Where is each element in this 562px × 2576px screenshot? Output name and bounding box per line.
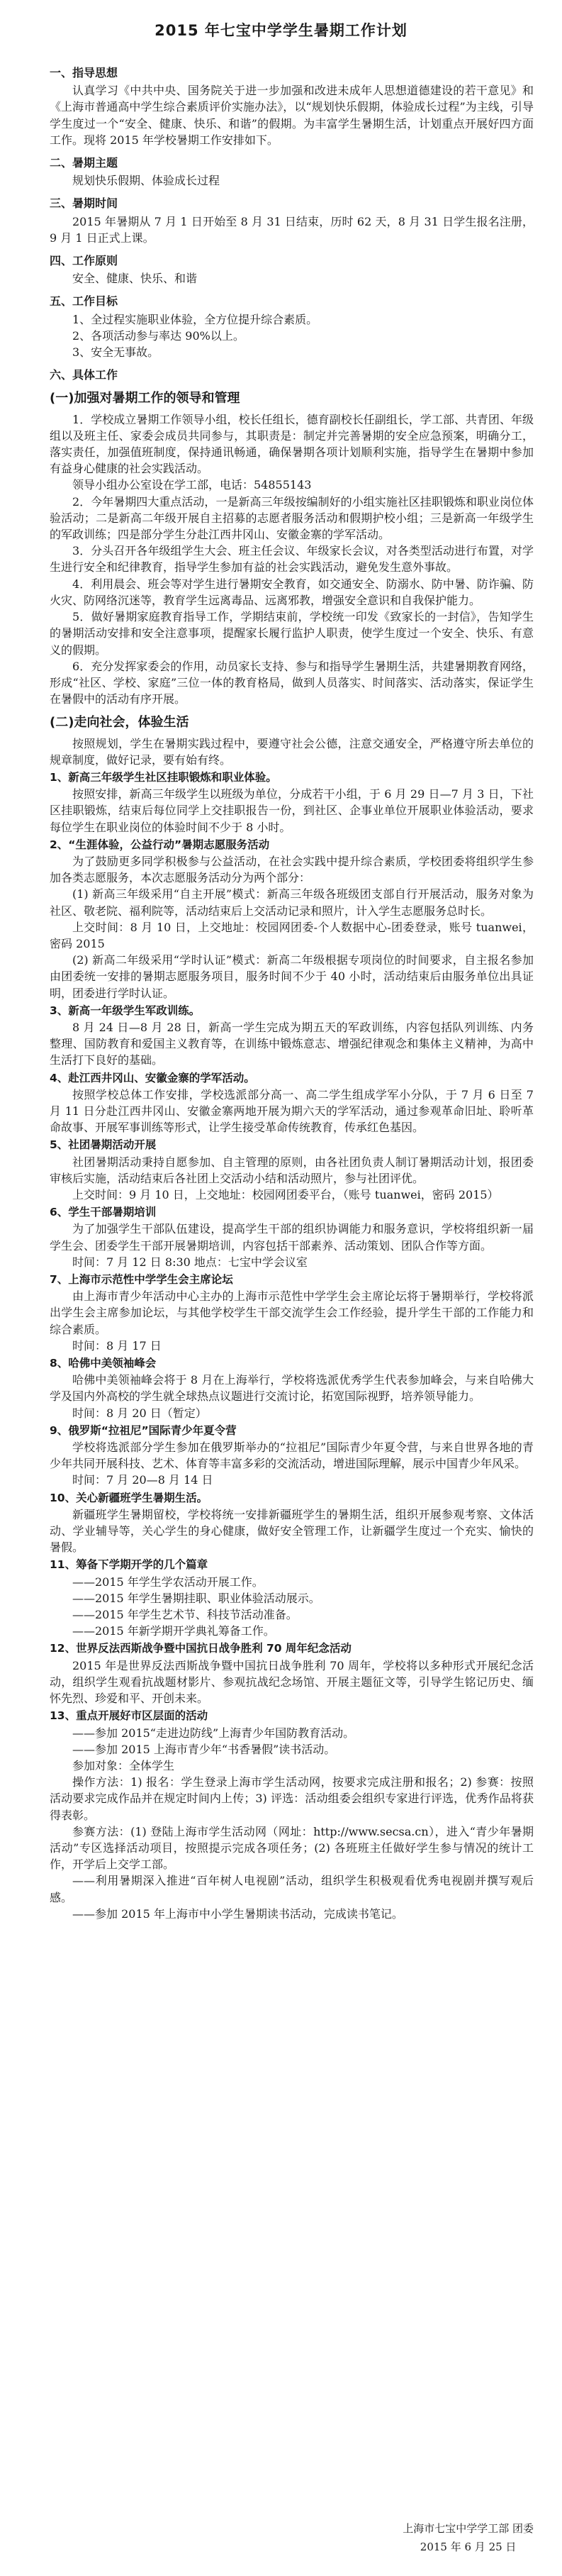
item-heading: 5、社团暑期活动开展 [50,1138,157,1152]
paragraph: 1．学校成立暑期工作领导小组，校长任组长，德育副校长任副组长，学工部、共青团、年级组以及班主任、家委会成员共同参与，其职责是：制定并完善暑期的安全应急预案，明确分工，落实责任，加强值班制度，保持通讯畅通，确保暑期各项计划顺利实施，指导学生在暑期中参加有益身心健康的社会实践活动。 [50,412,534,476]
item-heading: 8、哈佛中美领袖峰会 [50,1357,157,1370]
paragraph: (2) 新高二年级采用“学时认证”模式：新高二年级根据专项岗位的时间要求，自主报名参加由团委统一安排的暑期志愿服务项目，服务时间不少于 40 小时，活动结束后由服务单位出具证明，团委进行学时认证。 [50,953,534,1000]
item-heading: 12、世界反法西斯战争暨中国抗日战争胜利 70 周年纪念活动 [50,1642,352,1655]
section-heading: 五、工作目标 [50,294,118,309]
list-item: ——利用暑期深入推进“百年树人电视剧”活动，组织学生积极观看优秀电视剧并撰写观后感。 [50,1874,534,1904]
document-body [50,58,534,1922]
item-heading: 3、新高一年级学生军政训练。 [50,1004,201,1017]
time-info: 时间：7 月 12 日 8:30 地点：七宝中学会议室 [72,1255,308,1269]
list-item: 3、安全无事故。 [72,345,159,360]
paragraph: 5．做好暑期家庭教育指导工作，学期结束前，学校统一印发《致家长的一封信》，告知学生的暑期活动安排和安全注意事项，提醒家长履行监护人职责，使学生度过一个安全、快乐、有意义的假期。 [50,610,534,657]
list-item: ——2015 年新学期开学典礼筹备工作。 [72,1624,275,1638]
paragraph: 按照学校总体工作安排，学校选派部分高一、高二学生组成学军小分队，于 7 月 6 日至 7 月 11 日分赴江西井冈山、安徽金寨两地开展为期六天的学军活动，通过参观革命旧址、聆听革命故事、开展军事训练等形式，让学生接受革命传统教育，传承红色基因。 [50,1087,534,1135]
time-info: 时间：8 月 20 日（暂定） [72,1406,207,1420]
paragraph: 8 月 24 日—8 月 28 日，新高一学生完成为期五天的军政训练，内容包括队列训练、内务整理、国防教育和爱国主义教育等，在训练中锻炼意志、增强纪律观念和集体主义精神，为高中生活打下良好的基础。 [50,1020,534,1067]
list-item: ——参加 2015 上海市青少年“书香暑假”读书活动。 [72,1742,336,1756]
paragraph: 认真学习《中共中央、国务院关于进一步加强和改进未成年人思想道德建设的若干意见》和《上海市普通高中学生综合素质评价实施办法》，以“规划快乐假期，体验成长过程”为主线，引导学生度过一个“安全、健康、快乐、和谐”的假期。为丰富学生暑期生活，计划重点开展好四方面工作。现将 2015 年学校暑期工作安排如下。 [50,84,534,147]
item-heading: 4、赴江西井冈山、安徽金寨的学军活动。 [50,1071,255,1084]
section-heading: 三、暑期时间 [50,196,118,211]
paragraph: 4．利用晨会、班会等对学生进行暑期安全教育，如交通安全、防溺水、防中暑、防诈骗、防火灾、防网络沉迷等，教育学生远离毒品、远离邪教，增强安全意识和自我保护能力。 [50,577,534,607]
time-info: 时间：8 月 17 日 [72,1338,162,1353]
list-item: 1、全过程实施职业体验，全方位提升综合素质。 [72,312,318,326]
list-item: ——2015 年学生暑期挂职、职业体验活动展示。 [72,1591,320,1605]
paragraph: 2．今年暑期四大重点活动，一是新高三年级按编制好的小组实施社区挂职锻炼和职业岗位体验活动；二是新高二年级开展自主招募的志愿者服务活动和假期护校小组；三是新高一年级学生的军政训练；四是部分学生分赴江西井冈山、安徽金寨的学军活动。 [50,494,534,542]
paragraph: 由上海市青少年活动中心主办的上海市示范性中学学生会主席论坛将于暑期举行，学校将派出学生会主席参加论坛，与其他学校学生干部交流学生会工作经验，提升学生干部的工作能力和综合素质。 [50,1289,534,1336]
signature-date: 2015 年 6 月 25 日 [420,2541,517,2553]
subsection-heading: (一)加强对暑期工作的领导和管理 [50,391,240,406]
signature-org: 上海市七宝中学学工部 团委 [403,2522,534,2535]
login-info: 上交时间：9 月 10 日，上交地址：校园网团委平台，（账号 tuanwei，密码 2015） [72,1188,499,1201]
paragraph: 2015 年是世界反法西斯战争暨中国抗日战争胜利 70 周年，学校将以多种形式开展纪念活动，组织学生观看抗战题材影片、参观抗战纪念场馆、开展主题征文等，引导学生铭记历史、缅怀先烈、珍爱和平、开创未来。 [50,1658,534,1706]
list-item: ——参加 2015“走进边防线”上海青少年国防教育活动。 [72,1726,355,1740]
signature-block [403,2519,534,2556]
paragraph: 学校将选派部分学生参加在俄罗斯举办的“拉祖尼”国际青少年夏令营，与来自世界各地的青少年共同开展科技、艺术、体育等丰富多彩的交流活动，增进国际理解，展示中国青少年风采。 [50,1440,534,1471]
section-heading: 二、暑期主题 [50,156,118,170]
section-heading: 一、指导思想 [50,66,118,79]
item-heading: 7、上海市示范性中学学生会主席论坛 [50,1273,233,1287]
login-info: 上交时间：8 月 10 日，上交地址：校园网团委-个人数据中心-团委登录，账号 tuanwei，密码 2015 [50,920,534,950]
paragraph: 参加对象：全体学生 [72,1758,175,1772]
paragraph: 为了加强学生干部队伍建设，提高学生干部的组织协调能力和服务意识，学校将组织新一届学生会、团委学生干部开展暑期培训，内容包括干部素养、活动策划、团队合作等方面。 [50,1222,534,1253]
paragraph: 按照规划，学生在暑期实践过程中，要遵守社会公德，注意交通安全，严格遵守所去单位的规章制度，做好记录，要有始有终。 [50,736,534,767]
paragraph: 规划快乐假期、体验成长过程 [72,174,220,188]
document-title: 2015 年七宝中学学生暑期工作计划 [154,22,408,39]
subsection-heading: (二)走向社会，体验生活 [50,715,189,731]
paragraph: 哈佛中美领袖峰会将于 8 月在上海举行，学校将选派优秀学生代表参加峰会，与来自哈佛大学及国内外高校的学生就全球热点议题进行交流讨论，拓宽国际视野，培养领导能力。 [50,1373,534,1404]
item-heading: 13、重点开展好市区层面的活动 [50,1709,208,1723]
time-info: 时间：7 月 20—8 月 14 日 [72,1473,213,1487]
paragraph: 参赛方法：(1) 登陆上海市学生活动网（网址：http://www.secsa.cn），进入“青少年暑期活动”专区选择活动项目，按照提示完成各项任务；(2) 各班班主任做好学生参与情况的统计工作，开学后上交学工部。 [50,1824,534,1872]
paragraph: 安全、健康、快乐、和谐 [72,272,198,286]
item-heading: 9、俄罗斯“拉祖尼”国际青少年夏令营 [50,1423,237,1437]
item-heading: 1、新高三年级学生社区挂职锻炼和职业体验。 [50,770,277,784]
list-item: ——2015 年学生艺术节、科技节活动准备。 [72,1608,298,1622]
paragraph: 按照安排，新高三年级学生以班级为单位，分成若干小组，于 6 月 29 日—7 月 3 日，下社区挂职锻炼，结束后每位同学上交挂职报告一份，到社区、企事业单位开展职业体验活动，要求每位学生在职业岗位的体验时间不少于 8 小时。 [50,787,534,834]
paragraph: 领导小组办公室设在学工部，电话：54855143 [72,478,312,492]
section-heading: 六、具体工作 [50,368,118,382]
item-heading: 2、“生涯体验，公益行动”暑期志愿服务活动 [50,838,270,851]
paragraph: 6．充分发挥家委会的作用，动员家长支持、参与和指导学生暑期生活，共建暑期教育网络，形成“社区、学校、家庭”三位一体的教育格局，做到人员落实、时间落实、活动落实，保证学生在暑假中的活动有序开展。 [50,659,534,706]
list-item: ——2015 年学生学农活动开展工作。 [72,1575,264,1589]
paragraph: 3．分头召开各年级组学生大会、班主任会议、年级家长会议，对各类型活动进行布置，对学生进行安全和纪律教育，指导学生参加有益的社会实践活动，避免发生意外事故。 [50,544,534,574]
paragraph: 新疆班学生暑期留校，学校将统一安排新疆班学生的暑期生活，组织开展参观考察、文体活动、学业辅导等，关心学生的身心健康，做好安全管理工作，让新疆学生度过一个充实、愉快的暑假。 [50,1507,534,1555]
list-item: 2、各项活动参与率达 90%以上。 [72,328,245,343]
section-heading: 四、工作原则 [50,254,118,268]
item-heading: 11、筹备下学期开学的几个篇章 [50,1558,208,1572]
paragraph: (1) 新高三年级采用“自主开展”模式：新高三年级各班级团支部自行开展活动，服务对象为社区、敬老院、福利院等，活动结束后上交活动记录和照片，计入学生志愿服务总时长。 [50,887,534,918]
paragraph: 操作方法：1) 报名：学生登录上海市学生活动网，按要求完成注册和报名；2) 参赛：按照活动要求完成作品并在规定时间内上传；3) 评选：活动组委会组织专家进行评选，优秀作品将获得表彰。 [50,1775,534,1822]
list-item: ——参加 2015 年上海市中小学生暑期读书活动，完成读书笔记。 [72,1906,403,1921]
item-heading: 10、关心新疆班学生暑期生活。 [50,1491,208,1504]
paragraph: 社团暑期活动秉持自愿参加、自主管理的原则，由各社团负责人制订暑期活动计划，报团委审核后实施，活动结束后各社团上交活动小结和活动照片，参与社团评优。 [50,1155,534,1185]
paragraph: 2015 年暑期从 7 月 1 日开始至 8 月 31 日结束，历时 62 天，8 月 31 日学生报名注册，9 月 1 日正式上课。 [50,214,534,245]
paragraph: 为了鼓励更多同学积极参与公益活动，在社会实践中提升综合素质，学校团委将组织学生参加各类志愿服务，本次志愿服务活动分为两个部分： [50,854,534,885]
item-heading: 6、学生干部暑期培训 [50,1206,157,1219]
